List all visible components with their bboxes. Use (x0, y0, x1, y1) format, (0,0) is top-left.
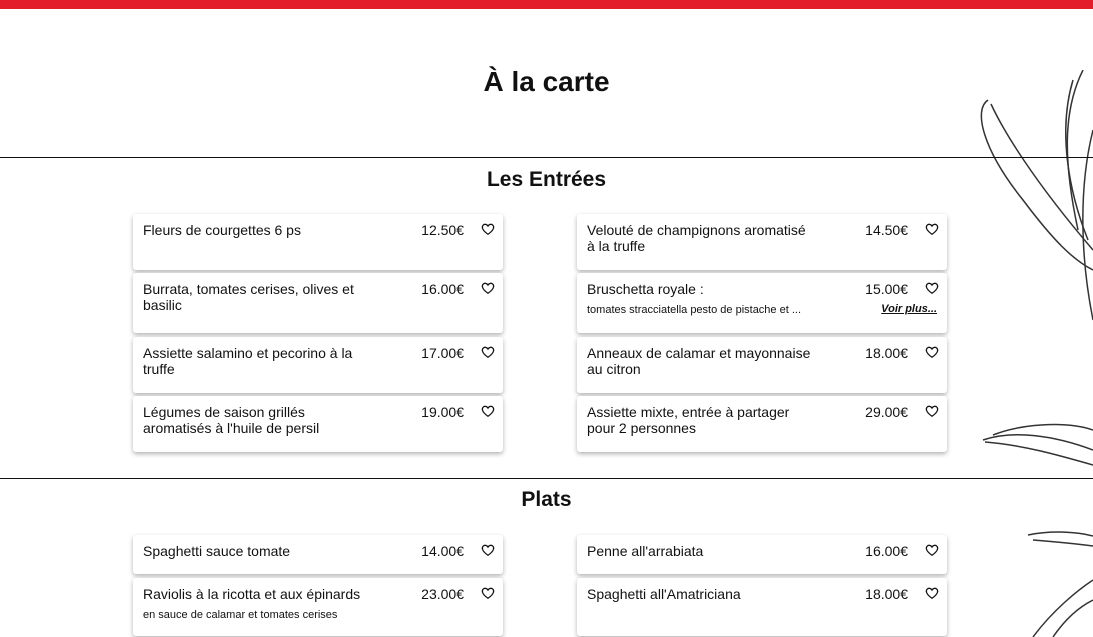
top-accent-bar (0, 0, 1093, 9)
menu-item-price: 16.00€ (421, 281, 464, 297)
heart-favorite-icon[interactable] (481, 543, 495, 557)
heart-favorite-icon[interactable] (481, 281, 495, 295)
menu-item-price: 16.00€ (865, 543, 908, 559)
menu-item-name: Assiette mixte, entrée à partager pour 2 personnes (587, 404, 790, 436)
menu-item-name: Anneaux de calamar et mayonnaise au citron (587, 345, 811, 377)
menu-item-card[interactable] (577, 578, 947, 636)
heart-favorite-icon[interactable] (925, 404, 939, 418)
menu-item-name: Penne all'arrabiata (587, 543, 704, 559)
menu-item-name: Spaghetti all'Amatriciana (587, 586, 741, 602)
menu-item-price: 18.00€ (865, 586, 908, 602)
menu-item-description: tomates stracciatella pesto de pistache et ... (587, 304, 802, 316)
menu-item-price: 19.00€ (421, 404, 464, 420)
section-divider (0, 157, 1093, 158)
menu-item-name: Velouté de champignons aromatisé à la truffe (587, 222, 806, 254)
menu-item-price: 29.00€ (865, 404, 908, 420)
heart-favorite-icon[interactable] (481, 345, 495, 359)
menu-item-card[interactable] (577, 396, 947, 452)
menu-item-card[interactable] (133, 396, 503, 452)
heart-favorite-icon[interactable] (925, 586, 939, 600)
menu-item-card[interactable] (577, 273, 947, 333)
heart-favorite-icon[interactable] (925, 222, 939, 236)
menu-item-card[interactable] (133, 578, 503, 636)
menu-item-price: 18.00€ (865, 345, 908, 361)
section-divider (0, 478, 1093, 479)
menu-item-name: Bruschetta royale : (587, 281, 704, 297)
menu-item-card[interactable] (133, 273, 503, 333)
heart-favorite-icon[interactable] (925, 281, 939, 295)
menu-item-card[interactable] (133, 337, 503, 393)
menu-item-card[interactable] (133, 214, 503, 270)
menu-item-price: 14.00€ (421, 543, 464, 559)
menu-item-name: Fleurs de courgettes 6 ps (143, 222, 301, 238)
menu-item-price: 12.50€ (421, 222, 464, 238)
menu-item-card[interactable] (577, 535, 947, 574)
menu-item-name: Spaghetti sauce tomate (143, 543, 291, 559)
section-title-entrees: Les Entrées (486, 168, 607, 191)
page-title: À la carte (483, 66, 610, 97)
heart-favorite-icon[interactable] (925, 345, 939, 359)
menu-item-name: Raviolis à la ricotta et aux épinards (143, 586, 361, 602)
menu-item-description: en sauce de calamar et tomates cerises (143, 609, 338, 621)
menu-item-name: Burrata, tomates cerises, olives et basilic (143, 281, 354, 313)
see-more-link[interactable]: Voir plus... (881, 303, 937, 315)
menu-item-name: Assiette salamino et pecorino à la truffe (143, 345, 353, 377)
menu-item-price: 14.50€ (865, 222, 908, 238)
leaf-illustration-decoration (963, 70, 1093, 637)
heart-favorite-icon[interactable] (481, 222, 495, 236)
menu-item-name: Légumes de saison grillés aromatisés à l'huile de persil (143, 404, 320, 436)
heart-favorite-icon[interactable] (925, 543, 939, 557)
menu-item-card[interactable] (577, 214, 947, 270)
menu-item-price: 17.00€ (421, 345, 464, 361)
menu-item-card[interactable] (577, 337, 947, 393)
section-title-plats: Plats (521, 488, 572, 511)
heart-favorite-icon[interactable] (481, 404, 495, 418)
menu-item-price: 23.00€ (421, 586, 464, 602)
menu-item-card[interactable] (133, 535, 503, 574)
heart-favorite-icon[interactable] (481, 586, 495, 600)
menu-item-price: 15.00€ (865, 281, 908, 297)
